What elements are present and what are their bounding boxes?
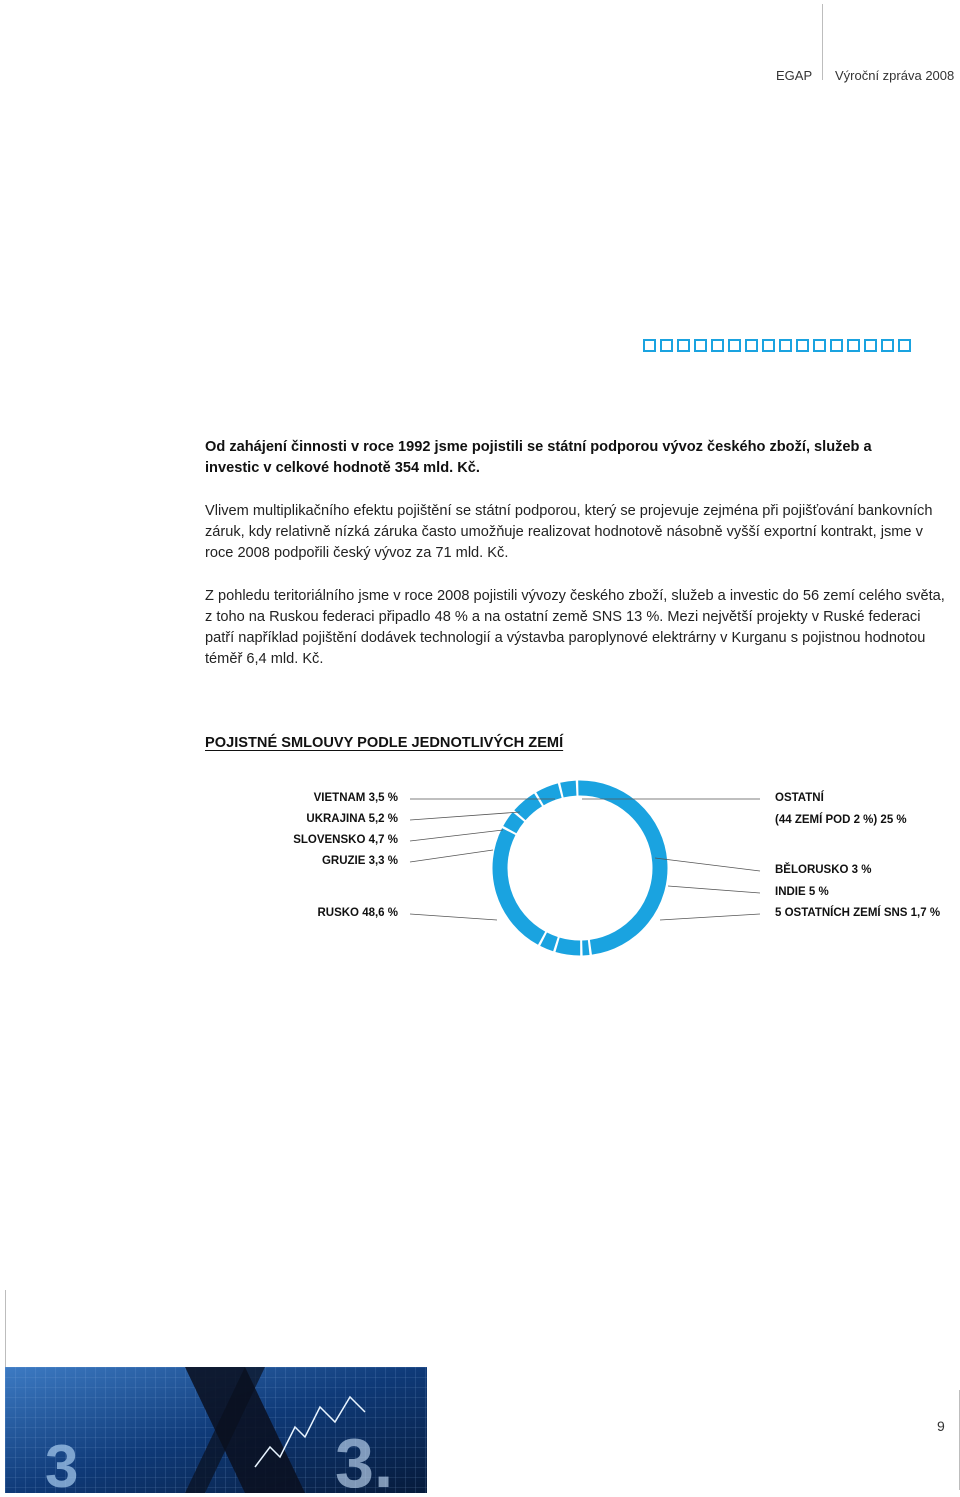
- lead-paragraph: Od zahájení činnosti v roce 1992 jsme pojistili se státní podporou vývoz českého zboží, služeb a investic v celkové hodnotě 354 mld. Kč.: [205, 439, 872, 476]
- label-indie: INDIE 5 %: [775, 886, 829, 898]
- heading-box: [881, 339, 894, 352]
- slice-belorusko: [544, 939, 556, 944]
- heading-box: [643, 339, 656, 352]
- page-number: 9: [937, 1418, 945, 1434]
- heading-box: [898, 339, 911, 352]
- body-paragraph-2: Z pohledu teritoriálního jsme v roce 2008 pojistili vývozy českého zboží, služeb a investic do 56 zemí celého světa, z toho na Ruskou federaci připadlo 48 % a na ostatní země SNS 13 %. Mezi největší projekty v Ruské federaci patří například pojištění dodávek technologií a výstavba paroplynové elektrárny v Kurganu s pojistnou hodnotou téměř 6,4 mld. Kč.: [205, 588, 945, 667]
- heading-box: [847, 339, 860, 352]
- slice-gruzie: [562, 788, 576, 790]
- slice-slovensko: [540, 791, 560, 799]
- heading-box: [677, 339, 690, 352]
- label-belorusko: BĚLORUSKO 3 %: [775, 864, 872, 876]
- heading-box: [813, 339, 826, 352]
- header-company: EGAP: [776, 68, 813, 83]
- heading-box: [728, 339, 741, 352]
- body-paragraph-1: Vlivem multiplikačního efektu pojištění se státní podporou, který se projevuje zejména při pojišťování bankovních záruk, kdy relativně nízká záruka často umožňuje realizovat hodnotově násobně vyšší exportní kontrakt, jsme v roce 2008 podpořili český vývoz za 71 mld. Kč.: [205, 503, 933, 561]
- leader-line: [410, 830, 503, 841]
- slice-indie: [558, 945, 581, 948]
- svg-text:3: 3: [45, 1433, 79, 1493]
- heading-box: [694, 339, 707, 352]
- leader-line: [668, 886, 760, 893]
- header-report-title: Výroční zpráva 2008: [835, 68, 955, 83]
- label-gruzie: GRUZIE 3,3 %: [321, 855, 398, 867]
- heading-box: [864, 339, 877, 352]
- svg-text:3.: 3.: [335, 1424, 394, 1493]
- footer-photo: [5, 1367, 427, 1493]
- label-vietnam: VIETNAM 3,5 %: [313, 792, 398, 804]
- heading-box: [830, 339, 843, 352]
- heading-box: [762, 339, 775, 352]
- leader-line: [410, 914, 497, 920]
- label-rusko: RUSKO 48,6 %: [317, 907, 398, 919]
- label-ostatni-line1: OSTATNÍ: [775, 792, 824, 804]
- label-ostatni-sns: 5 OSTATNÍCH ZEMÍ SNS 1,7 %: [775, 907, 941, 919]
- heading-box: [660, 339, 673, 352]
- heading-box: [711, 339, 724, 352]
- leader-line: [410, 850, 493, 862]
- label-ukrajina: UKRAJINA 5,2 %: [306, 813, 398, 825]
- leader-line: [410, 812, 520, 820]
- label-slovensko: SLOVENSKO 4,7 %: [293, 834, 398, 846]
- heading-box: [779, 339, 792, 352]
- chart-title: POJISTNÉ SMLOUVY PODLE JEDNOTLIVÝCH ZEMÍ: [205, 735, 564, 751]
- heading-box: [796, 339, 809, 352]
- leader-line: [655, 858, 760, 871]
- slice-rusko: [578, 788, 660, 947]
- slice-vietnam: [510, 817, 519, 830]
- slice-ukrajina: [520, 800, 538, 815]
- section-heading-boxes: [643, 339, 911, 352]
- heading-box: [745, 339, 758, 352]
- header-divider: [822, 4, 823, 80]
- leader-line: [660, 914, 760, 920]
- label-ostatni-line2: (44 ZEMÍ POD 2 %) 25 %: [775, 814, 907, 826]
- slice-ostatni: [500, 832, 542, 939]
